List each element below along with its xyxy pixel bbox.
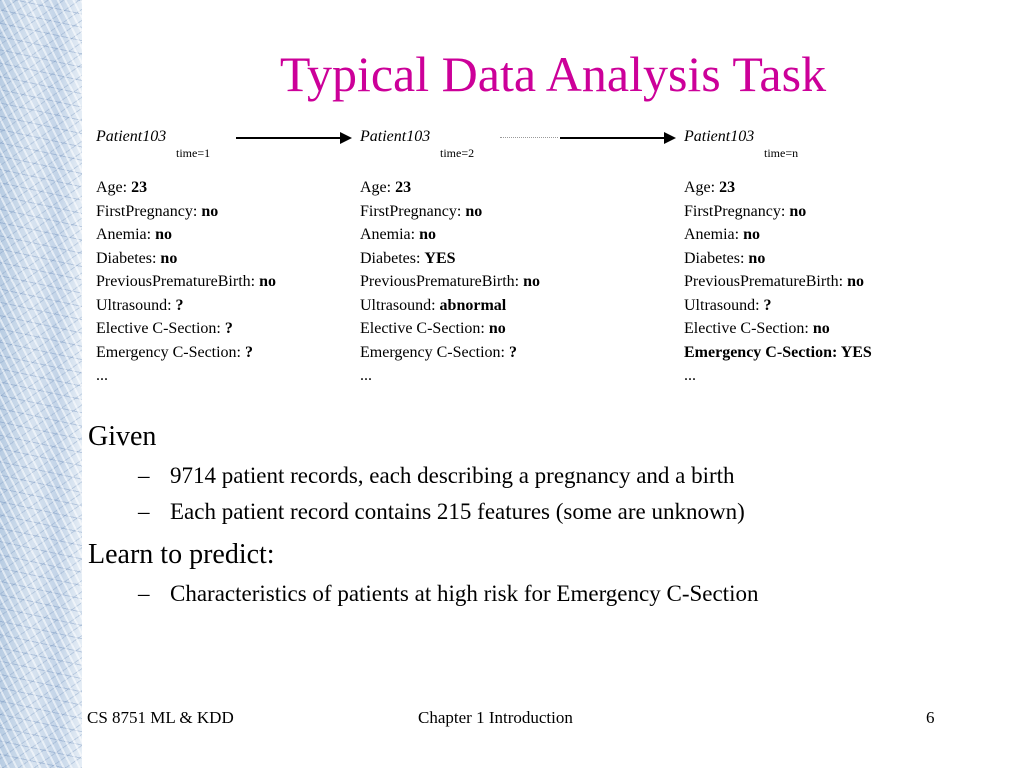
field-elective-c-section: Elective C-Section: no bbox=[360, 320, 506, 337]
field-anemia: Anemia: no bbox=[96, 226, 172, 243]
learn-heading: Learn to predict: bbox=[88, 539, 275, 570]
timeline-arrow-1-to-2 bbox=[236, 137, 350, 139]
field-ultrasound: Ultrasound: ? bbox=[684, 296, 772, 314]
field-previous-premature-birth: PreviousPrematureBirth: no bbox=[360, 273, 540, 290]
patient-time: time=n bbox=[764, 146, 799, 160]
field-age: Age: 23 bbox=[360, 179, 412, 196]
given-heading: Given bbox=[88, 421, 157, 452]
slide-body bbox=[88, 420, 758, 608]
field-anemia: Anemia: no bbox=[360, 226, 436, 243]
timeline-arrow-2-to-n bbox=[560, 137, 674, 139]
field-elective-c-section: Elective C-Section: ? bbox=[96, 320, 233, 337]
field-diabetes: Diabetes: no bbox=[684, 249, 766, 267]
footer-course: CS 8751 ML & KDD bbox=[87, 708, 234, 727]
field-more: ... bbox=[684, 367, 696, 384]
field-ultrasound: Ultrasound: ? bbox=[96, 296, 184, 314]
field-diabetes: Diabetes: YES bbox=[360, 249, 456, 267]
field-diabetes: Diabetes: no bbox=[96, 249, 178, 267]
field-first-pregnancy: FirstPregnancy: no bbox=[684, 202, 807, 220]
field-emergency-c-section: Emergency C-Section: ? bbox=[96, 343, 253, 361]
patient-record-time1 bbox=[96, 127, 276, 388]
given-item: – 9714 patient records, each describing a pregnancy and a birth bbox=[138, 463, 735, 488]
patient-record-time2 bbox=[360, 127, 540, 388]
slide-title: Typical Data Analysis Task bbox=[279, 46, 827, 102]
patient-time: time=1 bbox=[176, 146, 211, 160]
patient-record-timen bbox=[684, 127, 872, 388]
patient-name: Patient103 bbox=[96, 128, 167, 145]
field-previous-premature-birth: PreviousPrematureBirth: no bbox=[684, 273, 864, 290]
footer-page-number: 6 bbox=[926, 708, 935, 727]
decorative-side-strip bbox=[0, 0, 82, 768]
field-more: ... bbox=[96, 367, 108, 384]
field-elective-c-section: Elective C-Section: no bbox=[684, 320, 830, 337]
patient-field-list bbox=[96, 176, 276, 388]
field-age: Age: 23 bbox=[684, 179, 736, 196]
field-ultrasound: Ultrasound: abnormal bbox=[360, 296, 507, 314]
field-age: Age: 23 bbox=[96, 179, 148, 196]
patient-name: Patient103 bbox=[684, 128, 755, 145]
field-anemia: Anemia: no bbox=[684, 226, 760, 243]
field-more: ... bbox=[360, 367, 372, 384]
footer-chapter: Chapter 1 Introduction bbox=[418, 708, 573, 727]
patient-field-list bbox=[684, 176, 872, 388]
field-emergency-c-section: Emergency C-Section: YES bbox=[684, 343, 872, 361]
field-first-pregnancy: FirstPregnancy: no bbox=[96, 202, 219, 220]
timeline-dotted-gap bbox=[500, 137, 558, 138]
field-previous-premature-birth: PreviousPrematureBirth: no bbox=[96, 273, 276, 290]
field-emergency-c-section: Emergency C-Section: ? bbox=[360, 343, 517, 361]
given-item: – Each patient record contains 215 features (some are unknown) bbox=[138, 499, 745, 524]
patient-name: Patient103 bbox=[360, 128, 431, 145]
field-first-pregnancy: FirstPregnancy: no bbox=[360, 202, 483, 220]
patient-field-list bbox=[360, 176, 540, 388]
patient-time: time=2 bbox=[440, 146, 475, 160]
learn-item: – Characteristics of patients at high risk for Emergency C-Section bbox=[138, 581, 759, 606]
